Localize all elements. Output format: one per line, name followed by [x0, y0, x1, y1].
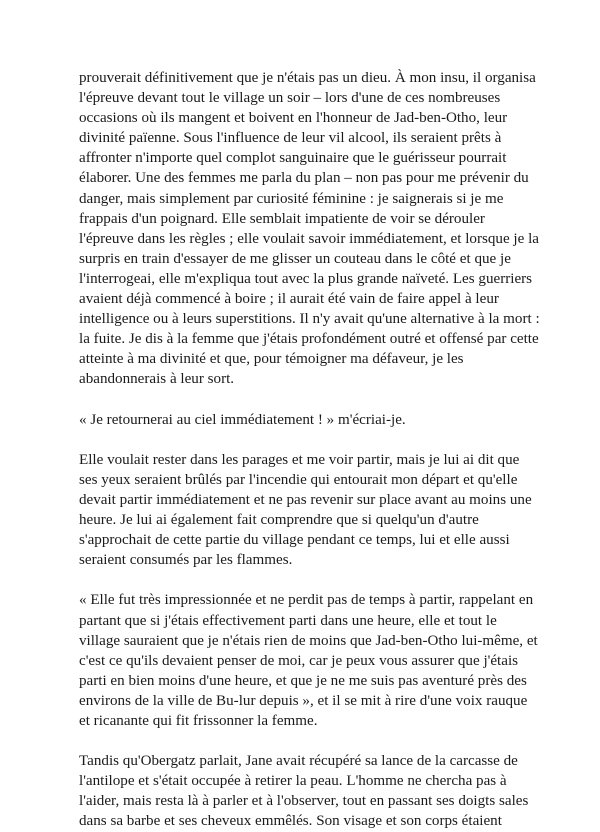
- text-line: devait partir immédiatement et ne pas revenir sur place avant au moins une: [79, 491, 532, 508]
- paragraph: [79, 68, 540, 390]
- text-line: Tandis qu'Obergatz parlait, Jane avait récupéré sa lance de la carcasse de: [79, 753, 518, 770]
- paragraph: [79, 751, 534, 831]
- text-line: frappais d'un poignard. Elle semblait impatiente de voir se dérouler: [79, 210, 485, 227]
- text-line: ses yeux seraient brûlés par l'incendie qui entourait mon départ et qu'elle: [79, 471, 518, 488]
- text-line: danger, mais simplement par curiosité féminine : je saignerais si je me: [79, 190, 504, 207]
- text-line: la fuite. Je dis à la femme que j'étais profondément outré et offensé par cette: [79, 331, 539, 348]
- paragraph: [79, 590, 538, 731]
- text-line: parti en bien moins d'une heure, et que je ne me suis pas aventuré près des: [79, 672, 527, 689]
- text-line: l'épreuve dans les règles ; elle voulait savoir immédiatement, et lorsque je la: [79, 230, 539, 247]
- text-line: heure. Je lui ai également fait comprendre que si quelqu'un d'autre: [79, 512, 479, 529]
- paragraph: [79, 410, 534, 430]
- text-line: intelligence ou à leurs superstitions. Il n'y avait qu'une alternative à la mort :: [79, 311, 540, 328]
- text-line: « Je retournerai au ciel immédiatement ! » m'écriai-je.: [79, 411, 406, 428]
- text-line: surpris en train d'essayer de me glisser un couteau dans le côté et que je: [79, 250, 511, 267]
- body-text: [79, 68, 540, 832]
- text-line: Elle voulait rester dans les parages et me voir partir, mais je lui ai dit que: [79, 451, 520, 468]
- text-line: et ricanante qui fit frissonner la femme.: [79, 713, 318, 729]
- text-line: affronter n'importe quel complot sanguinaire que le guérisseur pourrait: [79, 150, 507, 167]
- text-line: abandonnerais à leur sort.: [79, 371, 235, 388]
- text-line: l'interrogeai, elle m'expliqua tout avec la plus grande naïveté. Les guerriers: [79, 270, 533, 287]
- text-line: c'est ce qu'ils devaient penser de moi, car je peux vous assurer que j'étais: [79, 652, 519, 669]
- text-line: partant que si j'étais effectivement parti dans une heure, elle et tout le: [79, 612, 497, 629]
- text-line: élaborer. Une des femmes me parla du plan – non pas pour me prévenir du: [79, 170, 529, 187]
- text-line: l'épreuve devant tout le village un soir – lors d'une de ces nombreuses: [79, 90, 501, 107]
- text-line: divinité païenne. Sous l'influence de leur vil alcool, ils seraient prêts à: [79, 130, 502, 147]
- text-line: avaient déjà commencé à boire ; il aurait été vain de faire appel à leur: [79, 291, 499, 308]
- text-line: occasions où ils mangent et boivent en l'honneur de Jad-ben-Otho, leur: [79, 110, 508, 127]
- text-line: environs de la ville de Bu-lur depuis », et il se mit à rire d'une voix rauque: [79, 692, 528, 709]
- text-line: prouverait définitivement que je n'étais pas un dieu. À mon insu, il organisa: [79, 70, 536, 86]
- text-line: seraient consumés par les flammes.: [79, 552, 293, 569]
- text-line: village sauraient que je n'étais rien de moins que Jad-ben-Otho lui-même, et: [79, 632, 538, 649]
- text-line: s'approchait de cette partie du village pendant ce temps, lui et elle aussi: [79, 532, 510, 549]
- text-line: l'antilope et s'était occupée à retirer la peau. L'homme ne chercha pas à: [79, 773, 507, 790]
- text-line: « Elle fut très impressionnée et ne perdit pas de temps à partir, rappelant en: [79, 592, 534, 609]
- text-line: l'aider, mais resta là à parler et à l'observer, tout en passant ses doigts sales: [79, 793, 529, 810]
- text-line: atteinte à ma divinité et que, pour témoigner ma défaveur, je les: [79, 351, 464, 368]
- text-line: dans sa barbe et ses cheveux emmêlés. Son visage et son corps étaient: [79, 813, 502, 830]
- paragraph: [79, 450, 534, 571]
